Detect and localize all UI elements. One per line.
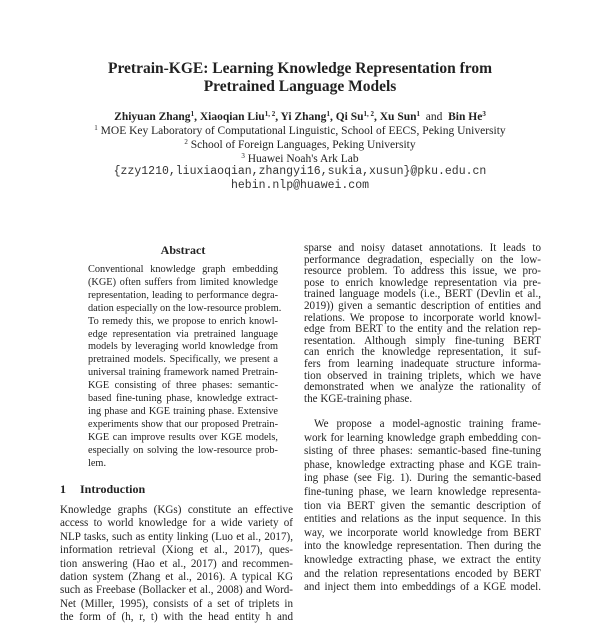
text-line: such as Freebase (Bollacker et al., 2008) and Word- — [60, 584, 293, 597]
text-line: resentation. Although simply fine-tuning BERT — [304, 334, 541, 347]
text-line: based fine-tuning phase, knowledge extract- — [88, 393, 278, 404]
text-line: (KGE) often suffers from limited knowledge — [88, 276, 278, 288]
abstract-heading: Abstract — [160, 243, 206, 257]
text-line: experiments show that our proposed Pretrain- — [88, 418, 278, 430]
text-line: representation, leading to performance degra- — [88, 289, 278, 301]
authors-and: and — [425, 111, 443, 123]
text-line: access to world knowledge for a wide variety of — [60, 517, 293, 530]
text-line: Conventional knowledge graph embedding — [88, 264, 278, 275]
text-line: tion via BERT given the semantic description of — [304, 499, 541, 512]
affiliation-text: School of Foreign Languages, Peking University — [190, 139, 416, 151]
affiliation-1 — [0, 124, 600, 138]
text-line: entities and relations as the input sequence. In this — [304, 513, 541, 526]
author: Bin He — [448, 111, 483, 123]
text-line: lem. — [88, 457, 107, 469]
text-line: edge from BERT to the entity and the relation rep- — [304, 323, 541, 336]
section-number: 1 — [60, 482, 66, 496]
text-line: phase, knowledge extracting phase and KGE train- — [304, 458, 541, 471]
author-sup: 1, 2 — [264, 110, 276, 118]
text-line: work for learning knowledge graph embedding con- — [304, 431, 541, 444]
text-line: dation especially on the low-resource problem. — [88, 302, 282, 314]
text-line: resource problem. To address this issue, we pro- — [304, 265, 541, 278]
author: Zhiyuan Zhang — [114, 111, 191, 123]
text-line: tion observed in training triplets, which we have — [304, 369, 541, 382]
text-line: models by leveraging world knowledge from — [88, 341, 278, 353]
text-line: NLP tasks, such as entity linking (Luo et al., 2017), — [60, 530, 293, 543]
text-line: the KGE-training phase. — [304, 392, 413, 405]
text-line: and the relation representations encoded by BERT — [304, 567, 541, 580]
text-line: To remedy this, we propose to enrich knowl- — [88, 315, 278, 327]
text-line: can enrich the knowledge representation, it suf- — [304, 346, 541, 359]
author-sup: 1 — [416, 110, 421, 118]
section-heading — [60, 482, 145, 497]
text-line: sisting of three phases: semantic-based fine-tuning — [304, 445, 541, 458]
text-line: Net (Miller, 1995), consists of a set of triplets in — [60, 597, 293, 610]
affiliation-3 — [0, 152, 600, 166]
author-sup: 1 — [326, 110, 330, 118]
author: Xiaoqian Liu — [199, 111, 265, 123]
affiliation-sup: 1 — [94, 124, 98, 132]
section-title: Introduction — [80, 482, 146, 496]
author-sup: 1, 2 — [363, 110, 374, 118]
email-line-1: {zzy1210,liuxiaoqian,zhangyi16,sukia,xusun}@pku.edu.cn — [113, 165, 487, 178]
text-line: pretrained models. Specifically, we present a — [88, 354, 278, 366]
affiliation-text: MOE Key Laboratory of Computational Linguistic, School of EECS, Peking University — [100, 125, 506, 137]
text-line: pose to enrich knowledge representation via pre- — [304, 276, 541, 289]
text-line: Knowledge graphs (KGs) constitute an effective — [60, 504, 293, 516]
text-line: fine-tuning phase, we learn knowledge representa- — [304, 486, 541, 498]
author-list: Zhiyuan Zhang$^1$, Xiaoqian Liu$^{1, 2}$, Yi Zhang$^1$, Qi Su$^{1, 2}$, Xu Sun$^1$ and Bin He$^3$ — [114, 110, 486, 123]
text-line: edge representation via pretrained language — [88, 328, 278, 340]
text-line: fers from learning inadequate structure informa- — [304, 358, 541, 370]
text-line: especially on solving the low-resource prob- — [88, 444, 278, 456]
text-line: KGE consisting of three phases: semantic- — [88, 380, 278, 392]
affiliation-sup: 2 — [184, 138, 188, 146]
text-line: way, we incorporate world knowledge from BERT — [304, 526, 541, 539]
text-line: trained language models (i.e., BERT (Devlin et al., — [304, 288, 541, 301]
author: Qi Su — [335, 111, 364, 123]
author-sup: 1 — [190, 110, 195, 118]
text-line: knowledge extracting phase, we extract the entity — [304, 554, 541, 566]
text-line: ing phase and KGE training phase. Extensive — [88, 405, 278, 417]
text-line: We propose a model-agnostic training frame- — [314, 418, 541, 430]
text-line: and inject them into embeddings of a KGE model. — [304, 581, 541, 594]
text-line: 2019)) given a semantic description of entities and — [304, 300, 541, 312]
author: Yi Zhang — [280, 111, 327, 123]
author: Xu Sun — [379, 111, 417, 123]
text-line: information retrieval (Xiong et al., 2017), ques- — [60, 544, 293, 557]
text-line: tion answering (Hao et al., 2017) and recommen- — [60, 557, 293, 570]
text-line: performance degradation, especially on the low- — [304, 253, 541, 266]
text-line: the form of (h, r, t) with the head entity h and — [60, 611, 293, 624]
affiliation-text: Huawei Noah's Ark Lab — [247, 153, 359, 165]
text-line: sparse and noisy dataset annotations. It leads to — [304, 242, 541, 254]
affiliation-2 — [0, 138, 600, 152]
text-line: into the knowledge representation. Then during the — [304, 540, 541, 553]
text-line: demonstrated when we analyze the rationality of — [304, 381, 541, 394]
text-line: dation system (Zhang et al., 2016). A typical KG — [60, 571, 293, 583]
email-line-2: hebin.nlp@huawei.com — [230, 179, 370, 192]
affiliation-sup: 3 — [241, 152, 245, 160]
text-line: ing phase (see Fig. 1). During the semantic-based — [304, 472, 541, 485]
paper-title-line-2: Pretrained Language Models — [203, 78, 397, 95]
paper-title-line-1: Pretrain-KGE: Learning Knowledge Representation from — [107, 60, 493, 77]
text-line: relations. We propose to incorporate world knowl- — [304, 311, 541, 324]
author-sup: 3 — [482, 110, 486, 118]
text-line: universal training framework named Pretrain- — [88, 367, 278, 379]
text-line: KGE can improve results over KGE models, — [88, 431, 278, 443]
